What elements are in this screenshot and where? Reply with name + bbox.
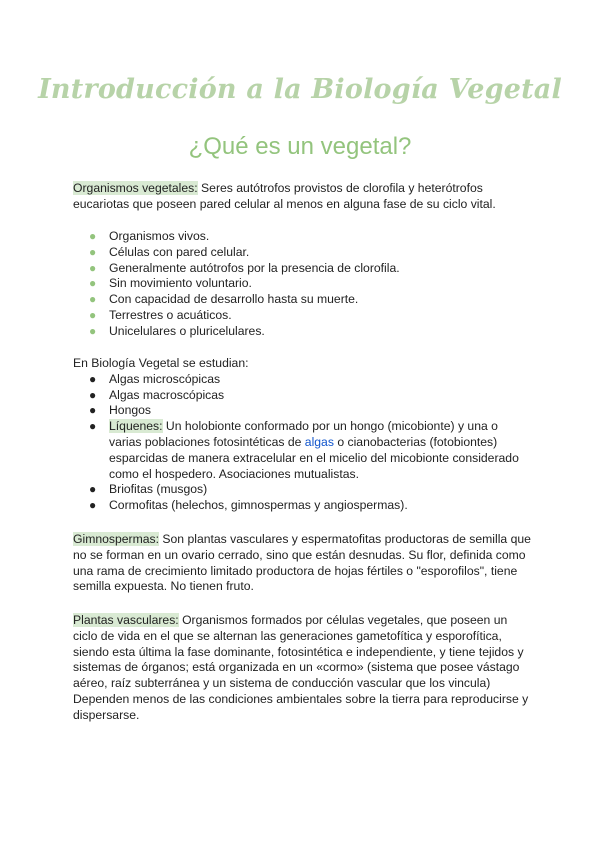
bullet-icon: ● [89, 260, 97, 275]
characteristics-list-container [73, 229, 533, 340]
bullet-icon: ● [89, 387, 97, 402]
list-item: ● Algas macroscópicas [89, 387, 225, 402]
gimnospermas-term: Gimnospermas: [73, 532, 160, 546]
bullet-icon: ● [89, 229, 97, 243]
list-item: ● Terrestres o acuáticos. [89, 307, 232, 322]
vasculares-definition: Organismos formados por células vegetales, que poseen un ciclo de vida en el que se alternan las generaciones gametofítica y esporofítica, siendo esta última la fase dominante, fotosintética e independiente, y tiene tejidos y sistemas de órganos; está organizada en un «cormo» (sistema que posee vástago aéreo, raíz subterránea y un sistema de conducción vascular que los vincula) Dependen menos de las condiciones ambientales sobre la tierra para reproducirse y dispersarse. [73, 613, 529, 722]
organismos-term: Organismos vegetales: [73, 181, 198, 195]
liquenes-term: Líquenes: [109, 419, 163, 434]
page-title: Introducción a la Biología Vegetal [38, 74, 562, 105]
bullet-icon: ● [89, 482, 97, 497]
bullet-icon: ● [89, 403, 97, 418]
bullet-icon: ● [89, 276, 97, 291]
gimnospermas-definition: Son plantas vasculares y espermatofitas productoras de semilla que no se forman en un ovario cerrado, sino que están desnudas. Su flor, definida como una rama de crecimiento limitado productora de hojas fértiles o "esporofilos", tiene semilla expuesta. No tienen fruto. [73, 532, 531, 594]
gimnospermas-paragraph [73, 532, 533, 595]
list-item: ● Unicelulares o pluricelulares. [89, 323, 265, 338]
algas-link[interactable]: algas [304, 434, 334, 449]
characteristics-list [73, 229, 533, 340]
bullet-icon: ● [89, 498, 97, 513]
bullet-icon: ● [89, 244, 97, 259]
list-item: ● Sin movimiento voluntario. [89, 276, 252, 291]
bullet-icon: ● [89, 307, 97, 322]
list-item: ● Cormofitas (helechos, gimnospermas y angiospermas). [89, 498, 408, 513]
organismos-paragraph [73, 181, 533, 213]
list-item: ● Con capacidad de desarrollo hasta su muerte. [89, 292, 359, 307]
bullet-icon: ● [89, 371, 97, 386]
study-list [73, 372, 533, 514]
organismos-definition: Seres autótrofos provistos de clorofila y heterótrofos eucariotas que poseen pared celular al menos en alguna fase de su ciclo vital. [73, 181, 496, 211]
list-item: ● Hongos [89, 403, 152, 418]
bullet-icon: ● [89, 323, 97, 338]
list-item: ● Organismos vivos. [89, 229, 210, 243]
study-intro: En Biología Vegetal se estudian: [73, 356, 249, 370]
list-item: ● Células con pared celular. [89, 244, 250, 259]
vasculares-term: Plantas vasculares: [73, 613, 179, 627]
study-section [73, 356, 533, 514]
bullet-icon: ● [89, 419, 97, 434]
bullet-icon: ● [89, 292, 97, 307]
list-item-liquenes: ● Líquenes: Un holobionte conformado por un hongo (micobionte) y una o varias poblaciones fotosintéticas de algas o cianobacterias (fotobiontes) esparcidas de manera extracelular en el micelio del micobionte considerado como el hospedero. Asociaciones mutualistas. [89, 419, 519, 481]
list-item: ● Algas microscópicas [89, 371, 221, 386]
list-item: ● Briofitas (musgos) [89, 482, 208, 497]
vasculares-paragraph [73, 613, 533, 724]
page-subtitle: ¿Qué es un vegetal? [188, 133, 412, 160]
list-item: ● Generalmente autótrofos por la presencia de clorofila. [89, 260, 400, 275]
